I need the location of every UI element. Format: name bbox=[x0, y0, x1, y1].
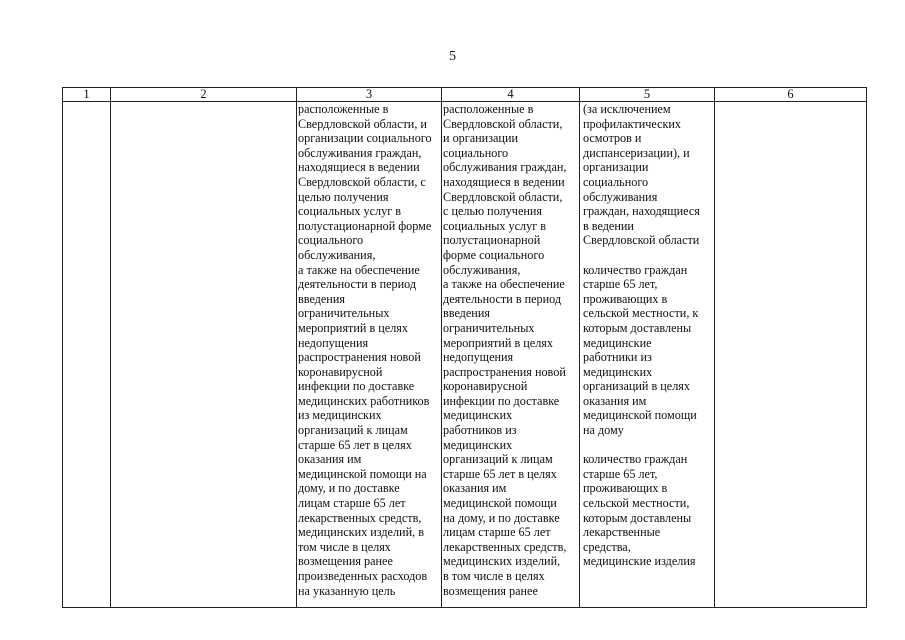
page-number: 5 bbox=[449, 49, 456, 64]
cell-col-2-text bbox=[111, 102, 296, 607]
column-header-2: 2 bbox=[111, 88, 297, 102]
cell-col-6 bbox=[715, 102, 867, 608]
cell-col-1 bbox=[63, 102, 111, 608]
cell-col-2 bbox=[111, 102, 297, 608]
cell-col-1-text bbox=[63, 102, 110, 607]
cell-col-4 bbox=[442, 102, 580, 608]
cell-col-6-text bbox=[715, 102, 866, 607]
column-header-6: 6 bbox=[715, 88, 867, 102]
cell-col-5-text: (за исключением профилактических осмотров и диспансеризации), и организации социального обслуживания граждан, находящиеся в ведении Свердловской области количество граждан старше 65 лет, проживающих в сельской местности, к которым доставлены медицинские работники из медицинских организаций в целях оказания им медицинской помощи на дому количество граждан старше 65 лет, проживающих в сельской местности, которым доставлены лекарственные средства, медицинские изделия bbox=[583, 102, 700, 569]
cell-col-4-text: расположенные в Свердловской области, и организации социального обслуживания граждан, находящиеся в ведении Свердловской области, с целью получения социальных услуг в полустационарной форме социального обслуживания, а также на обеспечение деятельности в период введения ограничительных мероприятий в целях недопущения распространения новой коронавирусной инфекции по доставке медицинских работников из медицинских организаций к лицам старше 65 лет в целях оказания им медицинской помощи на дому, и по доставке лицам старше 65 лет лекарственных средств, медицинских изделий, в том числе в целях возмещения ранее bbox=[443, 102, 567, 598]
cell-col-3-text: расположенные в Свердловской области, и организации социального обслуживания граждан, находящиеся в ведении Свердловской области, с целью получения социальных услуг в полустационарной форме социального обслуживания, а также на обеспечение деятельности в период введения ограничительных мероприятий в целях недопущения распространения новой коронавирусной инфекции по доставке медицинских работников из медицинских организаций к лицам старше 65 лет в целях оказания им медицинской помощи на дому, и по доставке лицам старше 65 лет лекарственных средств, медицинских изделий, в том числе в целях возмещения ранее произведенных расходов на указанную цель bbox=[298, 102, 432, 598]
column-header-4: 4 bbox=[442, 88, 580, 102]
column-header-3: 3 bbox=[297, 88, 442, 102]
cell-col-5 bbox=[580, 102, 715, 608]
column-header-5: 5 bbox=[580, 88, 715, 102]
table-header-row bbox=[63, 88, 867, 102]
data-table bbox=[62, 87, 867, 608]
cell-col-3 bbox=[297, 102, 442, 608]
column-header-1: 1 bbox=[63, 88, 111, 102]
table-row bbox=[63, 102, 867, 608]
